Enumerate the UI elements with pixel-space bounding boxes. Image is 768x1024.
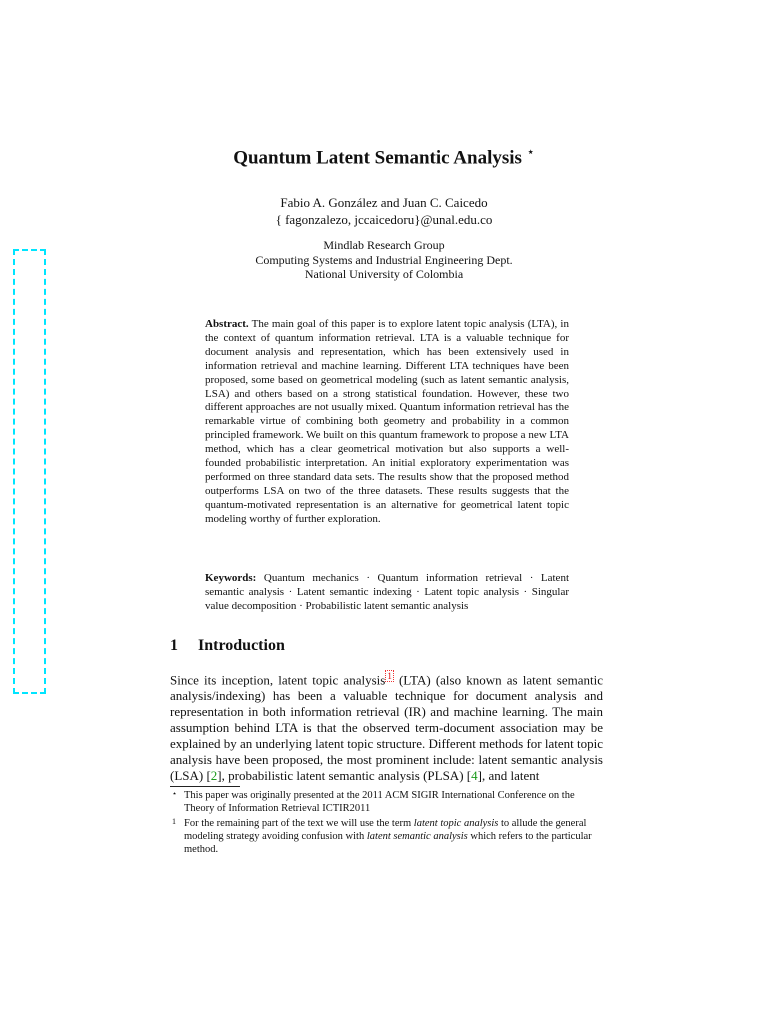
abstract-text: The main goal of this paper is to explore latent topic analysis (LTA), in the context of quantum information retrieval. LTA is a valuable technique for document analysis and representation, which has been extensively used in information retrieval and machine learning. Different LTA techniques have been proposed, some based on geometrical modeling (such as latent semantic analysis, LSA) and others based on a strong statistical foundation. However, these two different approaches are not usually mixed. Quantum information retrieval has the remarkable virtue of combining both geometry and probability in a common principled framework. We built on this quantum framework to propose a new LTA method, which has a clear geometrical motivation but also supports a well-founded probabilistic interpretation. An initial exploratory experimentation was performed on three standard data sets. The results show that the proposed method outperforms LSA on two of the three datasets. These results suggests that the quantum-motivated representation is an alternative for geometrical latent topic modeling worthy of further exploration. <box>205 318 569 525</box>
affiliation-line: National University of Colombia <box>304 267 464 281</box>
citation-link[interactable]: 4 <box>471 768 478 784</box>
section-title: Introduction <box>198 637 285 654</box>
margin-selection-box <box>13 249 46 694</box>
keywords-label: Keywords: <box>205 572 257 584</box>
intro-paragraph <box>170 668 603 784</box>
footnote-rule <box>170 786 240 787</box>
section-heading <box>170 637 285 655</box>
paper-title <box>0 144 768 169</box>
footnote-emphasis: latent semantic analysis <box>366 831 468 842</box>
footnote <box>170 789 603 815</box>
footnote <box>170 817 603 856</box>
keywords <box>205 572 569 614</box>
footnote-mark: ⋆ <box>172 789 178 798</box>
intro-text: ], probabilistic latent semantic analysis (PLSA) [ <box>217 768 472 784</box>
footnote-text: to allude the general modeling strategy avoiding confusion with <box>184 818 587 842</box>
abstract <box>205 318 569 527</box>
author-names: Fabio A. González and Juan C. Caicedo <box>280 195 488 210</box>
intro-text: ], and latent <box>477 768 540 784</box>
intro-text: Since its inception, latent topic analysis <box>170 672 386 688</box>
intro-text: (LTA) (also known as latent semantic analysis/indexing) has been a valuable technique for document analysis and representation in both information retrieval (IR) and machine learning. The main assumption behind LTA is that the observed term-document association may be explained by an underlying latent topic structure. Different methods for latent topic analysis have been proposed, the most prominent include: latent semantic analysis (LSA) [ <box>170 672 603 784</box>
abstract-label: Abstract. <box>205 318 249 330</box>
affiliation-line: Computing Systems and Industrial Engineering Dept. <box>255 252 513 267</box>
footnote-text: which refers to the particular method. <box>184 831 592 855</box>
footnote-text: For the remaining part of the text we will use the term <box>184 818 414 829</box>
footnotes <box>170 789 603 858</box>
keywords-text: Quantum mechanics · Quantum information retrieval · Latent semantic analysis · Latent semantic indexing · Latent topic analysis · Singular value decomposition · Probabilistic latent semantic analysis <box>205 572 569 612</box>
footnote-mark: 1 <box>172 817 176 826</box>
paper-title-text: Quantum Latent Semantic Analysis <box>233 147 522 169</box>
footnote-link[interactable]: 1 <box>387 671 392 681</box>
affiliation-block <box>0 238 768 282</box>
author-block <box>0 194 768 228</box>
title-footnote-mark[interactable]: ⋆ <box>526 144 535 159</box>
footnote-emphasis: latent topic analysis <box>413 818 499 829</box>
section-number: 1 <box>170 637 178 654</box>
author-emails: { fagonzalezo, jccaicedoru}@unal.edu.co <box>275 212 493 227</box>
affiliation-line: Mindlab Research Group <box>323 238 445 252</box>
citation-link[interactable]: 2 <box>210 768 218 784</box>
footnote-text: This paper was originally presented at the 2011 ACM SIGIR International Conference on the Theory of Information Retrieval ICTIR2011 <box>184 790 575 814</box>
